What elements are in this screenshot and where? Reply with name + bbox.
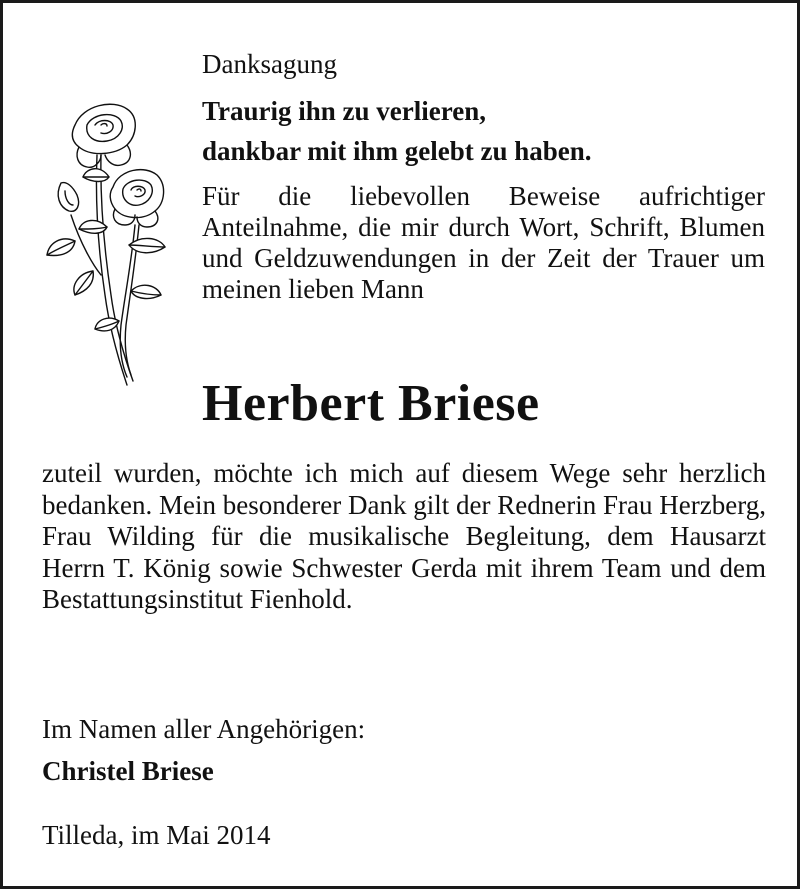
rose-illustration bbox=[35, 95, 175, 390]
intro-paragraph: Für die liebevollen Beweise aufrichtiger Anteilnahme, die mir durch Wort, Schrift, Blumen und Geldzuwendungen in der Zeit der Trauer um meinen lieben Mann bbox=[202, 181, 765, 304]
place-date: Tilleda, im Mai 2014 bbox=[42, 820, 271, 850]
deceased-name: Herbert Briese bbox=[202, 375, 540, 432]
motto-line-1: Traurig ihn zu verlieren, bbox=[202, 96, 486, 126]
motto bbox=[202, 91, 592, 171]
signature-intro: Im Namen aller Angehörigen: bbox=[42, 714, 366, 744]
signature-name: Christel Briese bbox=[42, 756, 214, 786]
notice-heading: Danksagung bbox=[202, 49, 337, 79]
motto-line-2: dankbar mit ihm gelebt zu haben. bbox=[202, 136, 592, 166]
thanks-paragraph: zuteil wurden, möchte ich mich auf diesem Wege sehr herzlich bedanken. Mein besonderer Dank gilt der Rednerin Frau Herzberg, Frau Wilding für die musikalische Begleitung, dem Hausarzt Herrn T. König sowie Schwester Gerda mit ihrem Team und dem Bestattungsinstitut Fienhold. bbox=[42, 458, 766, 614]
